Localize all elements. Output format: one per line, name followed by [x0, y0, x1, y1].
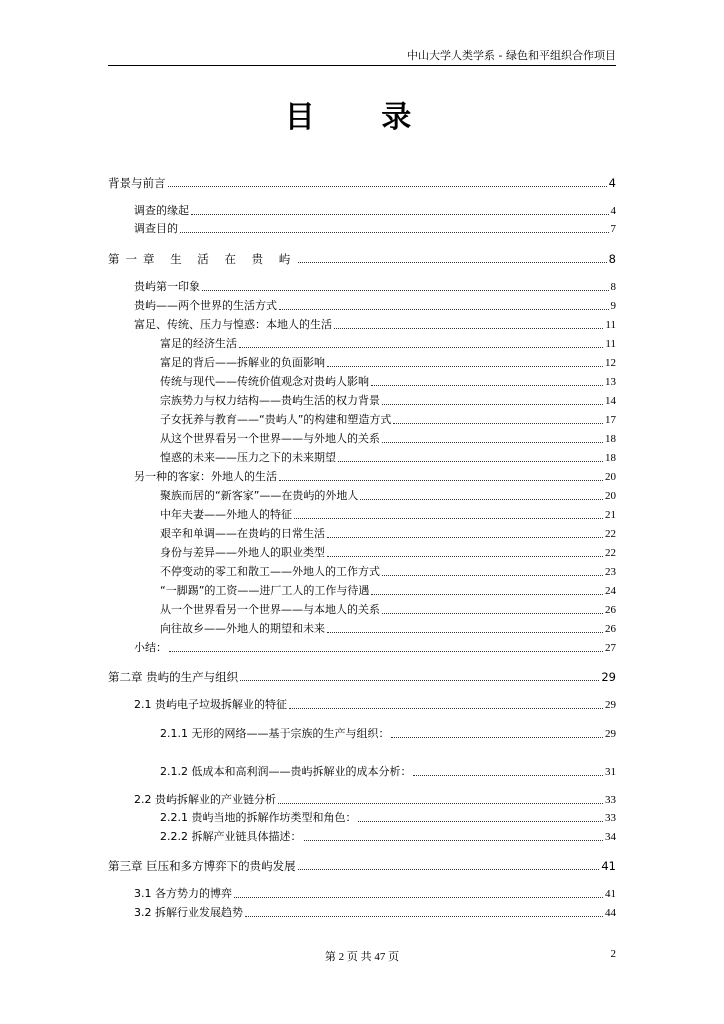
- toc-label: 调查目的: [134, 222, 178, 235]
- toc-label: 惶惑的未来——压力之下的未来期望: [160, 451, 336, 464]
- toc-page-number: 29: [605, 728, 616, 740]
- toc-entry[interactable]: [160, 375, 616, 389]
- toc-page-number: 7: [610, 223, 616, 235]
- dot-leader: [371, 594, 603, 595]
- toc-page-number: 21: [605, 509, 616, 521]
- toc-label: 贵屿——两个世界的生活方式: [134, 299, 277, 312]
- toc-page-number: 8: [610, 281, 616, 293]
- toc-label: 2.1 贵屿电子垃圾拆解业的特征: [134, 698, 287, 711]
- toc-entry[interactable]: [160, 584, 616, 598]
- toc-page-number: 11: [605, 338, 616, 350]
- toc-entry-chapter-1[interactable]: [108, 252, 616, 266]
- dot-leader: [371, 385, 603, 386]
- toc-label: 子女抚养与教育——“贵屿人”的构建和塑造方式: [160, 413, 392, 426]
- toc-entry[interactable]: [160, 830, 616, 844]
- toc-entry[interactable]: [134, 470, 616, 484]
- toc-label: 富足、传统、压力与惶惑：本地人的生活: [134, 318, 332, 331]
- toc-entry[interactable]: [160, 394, 616, 408]
- dot-leader: [234, 897, 603, 898]
- toc-entry-preface[interactable]: [108, 176, 616, 190]
- dot-leader: [278, 803, 603, 804]
- toc-label: 小结：: [134, 641, 167, 654]
- dot-leader: [327, 366, 603, 367]
- toc-entry[interactable]: [134, 222, 616, 236]
- toc-entry[interactable]: [160, 546, 616, 560]
- toc-label: 调查的缘起: [134, 204, 189, 217]
- page-footer: 第 2 页 共 47 页: [324, 951, 400, 963]
- dot-leader: [358, 821, 603, 822]
- dot-leader: [180, 232, 609, 233]
- dot-leader: [191, 214, 609, 215]
- toc-page-number: 26: [605, 623, 616, 635]
- dot-leader: [334, 328, 603, 329]
- toc-label: 艰辛和单调——在贵屿的日常生活: [160, 527, 325, 540]
- dot-leader: [391, 737, 603, 738]
- toc-label: 身份与差异——外地人的职业类型: [160, 546, 325, 559]
- toc-page-number: 24: [605, 585, 616, 597]
- toc-page-number: 8: [608, 252, 616, 266]
- dot-leader: [298, 262, 606, 263]
- toc-page-number: 29: [601, 670, 616, 684]
- dot-leader: [168, 186, 607, 187]
- toc-page-number: 22: [605, 547, 616, 559]
- dot-leader: [304, 840, 604, 841]
- toc-page-number: 17: [605, 414, 616, 426]
- toc-page-number: 26: [605, 604, 616, 616]
- toc-page-number: 13: [605, 376, 616, 388]
- dot-leader: [169, 651, 603, 652]
- toc-entry[interactable]: [160, 489, 616, 503]
- dot-leader: [327, 537, 603, 538]
- toc-page-number: 23: [605, 566, 616, 578]
- toc-page-number: 20: [605, 471, 616, 483]
- toc-label: 3.2 拆解行业发展趋势: [134, 906, 243, 919]
- toc-entry[interactable]: [160, 727, 616, 741]
- toc-page-number: 34: [605, 831, 616, 843]
- dot-leader: [279, 309, 609, 310]
- toc-label: 宗族势力与权力结构——贵屿生活的权力背景: [160, 394, 380, 407]
- dot-leader: [294, 518, 603, 519]
- toc-label: 传统与现代——传统价值观念对贵屿人影响: [160, 375, 369, 388]
- dot-leader: [327, 556, 603, 557]
- toc-label: 2.1.1 无形的网络——基于宗族的生产与组织：: [160, 727, 390, 740]
- toc-page-number: 41: [605, 888, 616, 900]
- toc-label: 中年夫妻——外地人的特征: [160, 508, 292, 521]
- toc-entry[interactable]: [160, 811, 616, 825]
- dot-leader: [239, 347, 603, 348]
- toc-label: 2.2 贵屿拆解业的产业链分析: [134, 793, 276, 806]
- toc-label: 贵屿第一印象: [134, 280, 200, 293]
- toc-entry[interactable]: [160, 765, 616, 779]
- toc-entry[interactable]: [134, 698, 616, 712]
- toc-entry[interactable]: [134, 906, 616, 920]
- dot-leader: [393, 423, 603, 424]
- footer-page-number: 2: [610, 948, 616, 960]
- toc-label: 第一章 生 活 在 贵 屿: [108, 252, 297, 266]
- toc-page-number: 11: [605, 319, 616, 331]
- toc-label: 2.2.1 贵屿当地的拆解作坊类型和角色：: [160, 811, 357, 824]
- toc-page-number: 9: [610, 300, 616, 312]
- toc-entry[interactable]: [160, 508, 616, 522]
- toc-page-number: 31: [605, 766, 616, 778]
- toc-label: 从这个世界看另一个世界——与外地人的关系: [160, 432, 380, 445]
- toc-label: 背景与前言: [108, 176, 166, 190]
- page-header: 中山大学人类学系 - 绿色和平组织合作项目: [108, 49, 616, 66]
- toc-entry[interactable]: [160, 432, 616, 446]
- dot-leader: [289, 708, 603, 709]
- toc-entry[interactable]: [160, 356, 616, 370]
- toc-page-number: 18: [605, 433, 616, 445]
- toc-label: 聚族而居的“新客家”——在贵屿的外地人: [160, 489, 359, 502]
- toc-page-number: 33: [605, 812, 616, 824]
- toc-label: 3.1 各方势力的博弈: [134, 887, 232, 900]
- toc-label: 2.1.2 低成本和高利润——贵屿拆解业的成本分析：: [160, 765, 412, 778]
- toc-entry[interactable]: [160, 603, 616, 617]
- toc-label: 2.2.2 拆解产业链具体描述：: [160, 830, 302, 843]
- toc-label: 不停变动的零工和散工——外地人的工作方式: [160, 565, 380, 578]
- toc-label: 从一个世界看另一个世界——与本地人的关系: [160, 603, 380, 616]
- toc-label: 第二章 贵屿的生产与组织: [108, 670, 239, 684]
- toc-page-number: 18: [605, 452, 616, 464]
- toc-label: 另一种的客家：外地人的生活: [134, 470, 277, 483]
- toc-entry[interactable]: [134, 280, 616, 294]
- dot-leader: [279, 480, 603, 481]
- toc-entry[interactable]: [134, 887, 616, 901]
- toc-entry[interactable]: [160, 527, 616, 541]
- dot-leader: [240, 680, 599, 681]
- dot-leader: [382, 442, 603, 443]
- toc-entry-chapter-2[interactable]: [108, 670, 616, 684]
- dot-leader: [382, 575, 603, 576]
- toc-page-number: 12: [605, 357, 616, 369]
- dot-leader: [327, 632, 603, 633]
- toc-entry[interactable]: [134, 318, 616, 332]
- dot-leader: [298, 869, 600, 870]
- toc-entry[interactable]: [160, 622, 616, 636]
- toc-page-number: 20: [605, 490, 616, 502]
- toc-label: 第三章 巨压和多方博弈下的贵屿发展: [108, 859, 296, 873]
- toc-page-number: 41: [601, 859, 616, 873]
- toc-page-number: 4: [608, 176, 616, 190]
- toc-label: 富足的经济生活: [160, 337, 237, 350]
- dot-leader: [245, 916, 603, 917]
- toc-page-number: 33: [605, 794, 616, 806]
- dot-leader: [413, 775, 603, 776]
- toc-label: 富足的背后——拆解业的负面影响: [160, 356, 325, 369]
- toc-label: 向往故乡——外地人的期望和未来: [160, 622, 325, 635]
- toc-entry[interactable]: [134, 299, 616, 313]
- dot-leader: [382, 613, 603, 614]
- toc-page-number: 4: [610, 205, 616, 217]
- toc-entry[interactable]: [134, 641, 616, 655]
- toc-label: “一脚踢”的工资——进厂工人的工作与待遇: [160, 584, 370, 597]
- toc-entry[interactable]: [134, 793, 616, 807]
- dot-leader: [360, 499, 603, 500]
- toc-page-number: 22: [605, 528, 616, 540]
- toc-page-number: 14: [605, 395, 616, 407]
- toc-entry[interactable]: [160, 413, 616, 427]
- dot-leader: [202, 290, 609, 291]
- toc-entry[interactable]: [134, 204, 616, 218]
- toc-page-number: 29: [605, 699, 616, 711]
- toc-entry[interactable]: [160, 565, 616, 579]
- toc-page-number: 44: [605, 907, 616, 919]
- toc-entry-chapter-3[interactable]: [108, 859, 616, 873]
- page-title: 目 录: [284, 100, 440, 135]
- toc-entry[interactable]: [160, 451, 616, 465]
- dot-leader: [338, 461, 603, 462]
- dot-leader: [382, 404, 603, 405]
- toc-entry[interactable]: [160, 337, 616, 351]
- toc-page-number: 27: [605, 642, 616, 654]
